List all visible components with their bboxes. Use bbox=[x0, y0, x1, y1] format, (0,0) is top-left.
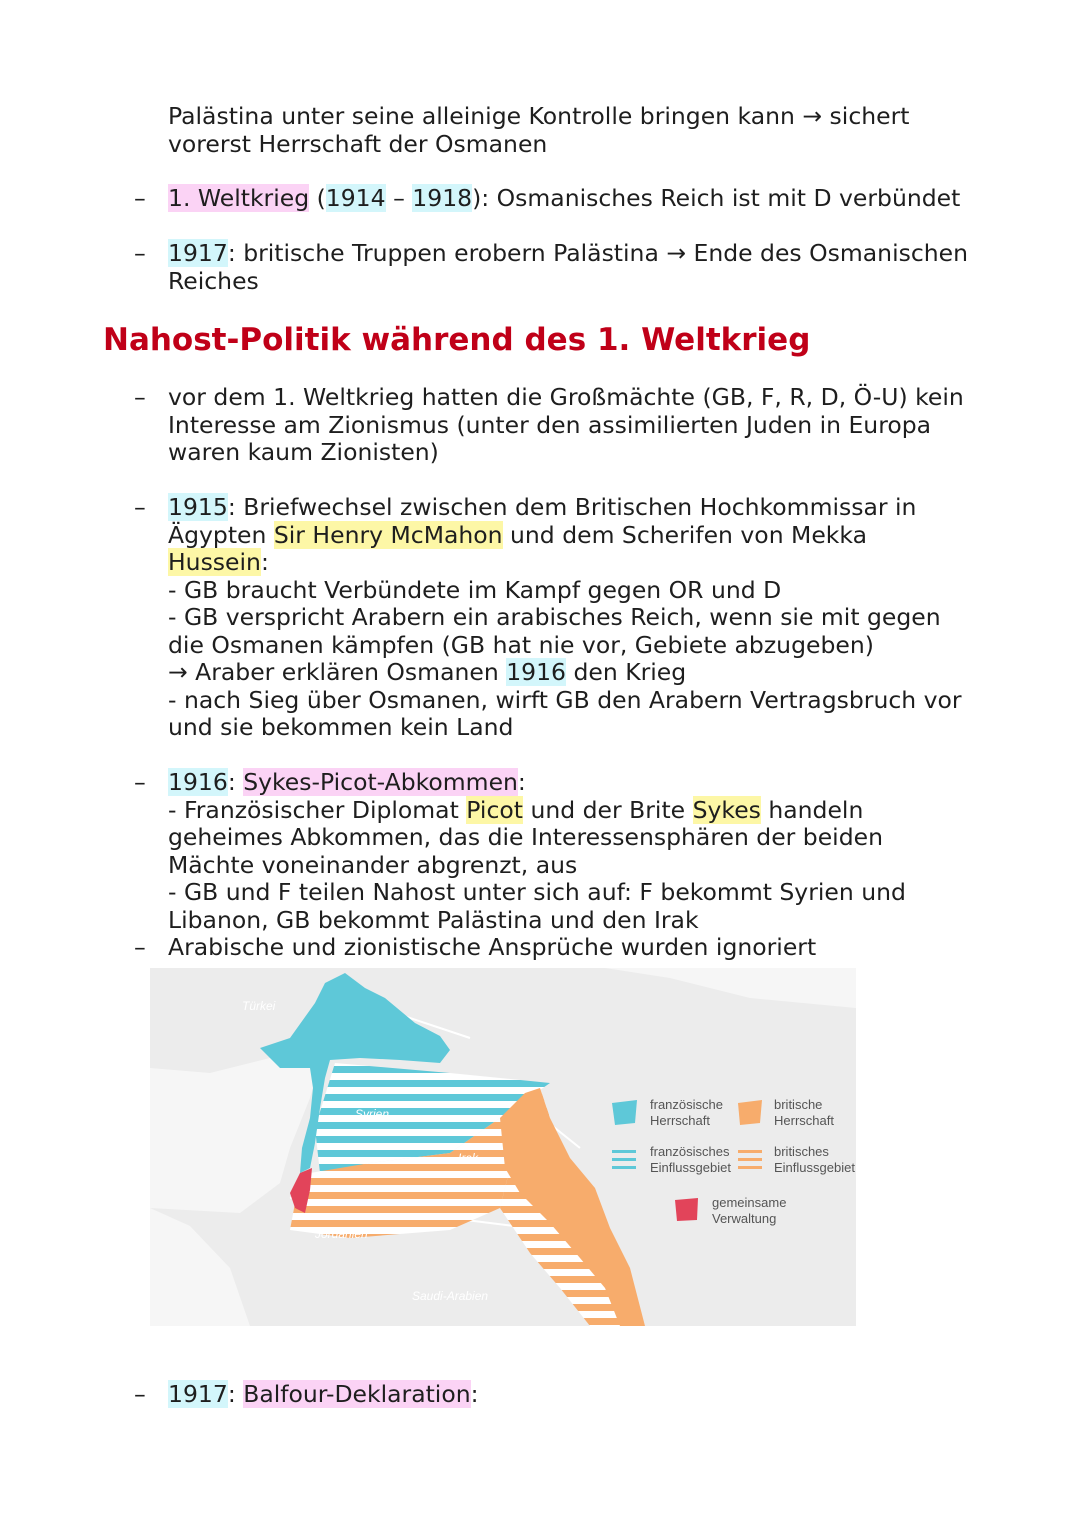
bullet-great-powers: vor dem 1. Weltkrieg hatten die Großmächte (GB, F, R, D, Ö-U) kein Interesse am Zionismus (unter den assimilierten Juden in Europa waren kaum Zionisten) bbox=[168, 383, 964, 466]
legend-swatch-british-rule bbox=[738, 1100, 762, 1125]
bullet-dash: – bbox=[134, 493, 146, 521]
intro-paragraph bbox=[168, 103, 998, 158]
legend-label-british-influence: britisches bbox=[774, 1144, 829, 1159]
legend-label-joint: gemeinsame bbox=[712, 1195, 787, 1210]
label-jordanien: Jordanien bbox=[315, 1227, 368, 1241]
legend-label-french-rule: französische bbox=[650, 1097, 723, 1112]
term-sykes-picot: Sykes-Picot-Abkommen bbox=[243, 768, 518, 796]
year-1918: 1918 bbox=[412, 184, 473, 212]
name-picot: Picot bbox=[466, 795, 523, 824]
bullet-dash: – bbox=[134, 184, 146, 212]
bullet-dash: – bbox=[134, 383, 146, 411]
legend-label-british-rule: britische bbox=[774, 1097, 823, 1112]
name-sykes: Sykes bbox=[692, 795, 761, 824]
name-hussein: Hussein bbox=[168, 548, 261, 576]
bullet-1915: 1915: Briefwechsel zwischen dem Britischen Hochkommissar in Ägypten Sir Henry McMahon und dem Scherifen von Mekka Hussein: - GB braucht Verbündete im Kampf gegen OR und D - GB verspricht Arabern ein arabisches Reich, wenn sie mit gegen die Osmanen kämpfen (GB hat nie vor, Gebiete abzugeben) → Araber erklären Osmanen 1916 den Krieg - nach Sieg über Osmanen, wirft GB den Arabern Vertragsbruch vor und sie bekommen kein Land bbox=[168, 493, 962, 741]
year-1916: 1916 bbox=[168, 768, 228, 796]
year-1916: 1916 bbox=[506, 658, 566, 686]
legend-label-french-influence: französisches bbox=[650, 1144, 730, 1159]
bullet-claims-ignored: Arabische und zionistische Ansprüche wurden ignoriert bbox=[168, 933, 817, 961]
legend-swatch-joint bbox=[675, 1198, 698, 1221]
label-irak: Irak bbox=[458, 1151, 479, 1165]
year-1917: 1917 bbox=[168, 1380, 228, 1408]
bullet-1917-balfour: 1917: Balfour-Deklaration: bbox=[168, 1380, 479, 1408]
legend-label-british-influence: Einflussgebiet bbox=[774, 1160, 855, 1175]
section-heading: Nahost-Politik während des 1. Weltkrieg bbox=[103, 322, 811, 358]
year-1917: 1917 bbox=[168, 239, 228, 267]
sykes-picot-map bbox=[150, 968, 856, 1326]
legend-label-joint: Verwaltung bbox=[712, 1211, 777, 1226]
legend-label-french-influence: Einflussgebiet bbox=[650, 1160, 731, 1175]
legend-label-french-rule: Herrschaft bbox=[650, 1113, 710, 1128]
bullet-dash: – bbox=[134, 239, 146, 267]
term-weltkrieg: 1. Weltkrieg bbox=[168, 184, 310, 212]
label-tuerkei: Türkei bbox=[242, 999, 276, 1013]
year-1915: 1915 bbox=[168, 493, 228, 521]
legend-swatch-british-influence bbox=[738, 1150, 762, 1169]
bullet-1917-conquest: 1917: britische Truppen erobern Palästina → Ende des Osmanischen Reiches bbox=[168, 239, 969, 295]
legend-label-british-rule: Herrschaft bbox=[774, 1113, 834, 1128]
label-saudi: Saudi-Arabien bbox=[412, 1289, 489, 1303]
legend-swatch-french-influence bbox=[612, 1150, 636, 1169]
year-1914: 1914 bbox=[325, 184, 386, 212]
term-balfour: Balfour-Deklaration bbox=[243, 1380, 471, 1408]
label-syrien: Syrien bbox=[355, 1107, 390, 1121]
bullet-dash: – bbox=[134, 933, 146, 961]
bullet-1916: 1916: Sykes-Picot-Abkommen: - Französischer Diplomat Picot und der Brite Sykes handeln geheimes Abkommen, das die Interessensphären der beiden Mächte voneinander abgrenzt, aus - GB und F teilen Nahost unter sich auf: F bekommt Syrien und Libanon, GB bekommt Palästina und den Irak bbox=[168, 768, 906, 934]
bullet-dash: – bbox=[134, 1380, 146, 1408]
intro-line: Palästina unter seine alleinige Kontrolle bringen kann → sichert bbox=[168, 102, 910, 130]
legend-swatch-french-rule bbox=[612, 1100, 637, 1125]
name-mcmahon: Sir Henry McMahon bbox=[273, 520, 503, 549]
bullet-dash: – bbox=[134, 768, 146, 796]
intro-line: vorerst Herrschaft der Osmanen bbox=[168, 129, 548, 158]
bullet-ww1: 1. Weltkrieg (1914 – 1918): Osmanisches Reich ist mit D verbündet bbox=[168, 184, 961, 212]
